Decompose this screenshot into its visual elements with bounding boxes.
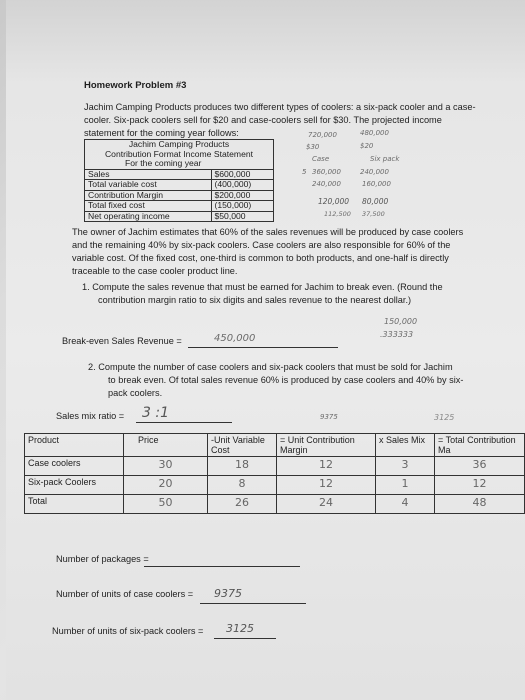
is-row-value: $50,000 (211, 211, 274, 222)
packages-answer-line (144, 566, 300, 567)
col-header-total: = Total Contribution Ma (435, 434, 525, 457)
is-row-label: Net operating income (85, 211, 212, 222)
packages-label: Number of packages = (56, 554, 149, 564)
note-20: $20 (360, 142, 374, 150)
cell-uvc: 26 (208, 495, 277, 514)
cell-ucm: 12 (277, 457, 376, 476)
is-row-value: (150,000) (211, 201, 274, 212)
case-units-label: Number of units of case coolers = (56, 589, 194, 599)
body-line-1: The owner of Jachim estimates that 60% of the sales revenues will be produced by case coolers (72, 227, 464, 237)
note-5: 5 (302, 168, 307, 176)
is-header-period: For the coming year (85, 159, 274, 169)
note-3125: 3125 (434, 413, 455, 422)
break-even-label: Break-even Sales Revenue = (62, 336, 182, 346)
is-row-label: Contribution Margin (85, 190, 212, 201)
cell-price: 50 (124, 495, 208, 514)
body-line-2: and the remaining 40% by six-pack coolers. Case coolers are also responsible for 60% of the (72, 240, 451, 250)
income-statement-table (84, 139, 274, 222)
six-units-answer: 3125 (226, 622, 254, 635)
is-row-label: Total variable cost (85, 180, 212, 191)
intro-line-3: statement for the coming year follows: (84, 128, 239, 138)
cell-mix: 4 (376, 495, 435, 514)
note-240000: 240,000 (360, 168, 389, 176)
is-header-company: Jachim Camping Products (85, 140, 274, 150)
note-240000b: 240,000 (312, 180, 341, 188)
is-row-value: $600,000 (211, 169, 274, 180)
cell-total: 48 (435, 495, 525, 514)
problem-title: Homework Problem #3 (84, 80, 187, 91)
col-header-product: Product (25, 434, 124, 457)
body-line-3: variable cost. Of the fixed cost, one-third is common to both products, and one-half is directly (72, 253, 449, 263)
note-120000: 120,000 (318, 197, 350, 206)
q1-line-2: contribution margin ratio to six digits and sales revenue to the nearest dollar.) (98, 295, 412, 305)
body-line-4: traceable to the case cooler product line. (72, 266, 238, 276)
cell-price: 30 (124, 457, 208, 476)
note-112500: 112,500 (324, 210, 351, 218)
is-row (85, 201, 274, 212)
is-row (85, 180, 274, 191)
cell-product: Total (25, 495, 124, 514)
intro-line-1: Jachim Camping Products produces two different types of coolers: a six-pack cooler and a case- (84, 102, 476, 112)
col-header-price: Price (124, 434, 208, 457)
note-case: Case (312, 155, 330, 163)
intro-line-2: cooler. Six-pack coolers sell for $20 and case-coolers sell for $30. The projected income (84, 115, 442, 125)
note-150000: 150,000 (384, 317, 418, 326)
q1-line-1: 1. Compute the sales revenue that must be earned for Jachim to break even. (Round the (82, 282, 443, 292)
cell-uvc: 8 (208, 476, 277, 495)
note-333333: .333333 (380, 330, 414, 339)
break-even-answer: 450,000 (214, 333, 256, 344)
sales-mix-answer: 3 :1 (142, 405, 169, 421)
cell-ucm: 12 (277, 476, 376, 495)
case-units-answer: 9375 (214, 587, 242, 600)
six-units-answer-line (214, 638, 276, 639)
case-units-answer-line (200, 603, 306, 604)
table-row (25, 476, 525, 495)
six-units-label: Number of units of six-pack coolers = (52, 626, 204, 636)
note-160000: 160,000 (362, 180, 391, 188)
is-row-value: $200,000 (211, 190, 274, 201)
table-row (25, 495, 525, 514)
col-header-ucm: = Unit Contribution Margin (277, 434, 376, 457)
sales-mix-answer-line (136, 422, 232, 423)
is-row-label: Total fixed cost (85, 201, 212, 212)
cell-total: 36 (435, 457, 525, 476)
cell-price: 20 (124, 476, 208, 495)
cell-product: Six-pack Coolers (25, 476, 124, 495)
table-row (25, 457, 525, 476)
cell-ucm: 24 (277, 495, 376, 514)
is-row (85, 169, 274, 180)
note-720000: 720,000 (308, 131, 337, 139)
note-37500: 37,500 (362, 210, 385, 218)
sales-mix-table (24, 433, 525, 514)
is-row-label: Sales (85, 169, 212, 180)
note-80000: 80,000 (362, 197, 389, 206)
q2-line-3: pack coolers. (108, 388, 163, 398)
is-header-format: Contribution Format Income Statement (85, 150, 274, 160)
is-row (85, 211, 274, 222)
is-row-value: (400,000) (211, 180, 274, 191)
col-header-mix: x Sales Mix (376, 434, 435, 457)
col-header-uvc: -Unit Variable Cost (208, 434, 277, 457)
note-360000: 360,000 (312, 168, 341, 176)
cell-product: Case coolers (25, 457, 124, 476)
cell-mix: 3 (376, 457, 435, 476)
note-sixpack: Six pack (370, 155, 400, 163)
note-480000: 480,000 (360, 129, 389, 137)
cell-total: 12 (435, 476, 525, 495)
sales-mix-label: Sales mix ratio = (56, 411, 125, 421)
q2-line-2: to break even. Of total sales revenue 60% is produced by case coolers and 40% by six- (108, 375, 464, 385)
q2-line-1: 2. Compute the number of case coolers and six-pack coolers that must be sold for Jachim (88, 362, 453, 372)
break-even-answer-line (188, 347, 338, 348)
note-9375: 9375 (320, 413, 338, 421)
is-row (85, 190, 274, 201)
cell-mix: 1 (376, 476, 435, 495)
note-30: $30 (306, 143, 320, 151)
cell-uvc: 18 (208, 457, 277, 476)
